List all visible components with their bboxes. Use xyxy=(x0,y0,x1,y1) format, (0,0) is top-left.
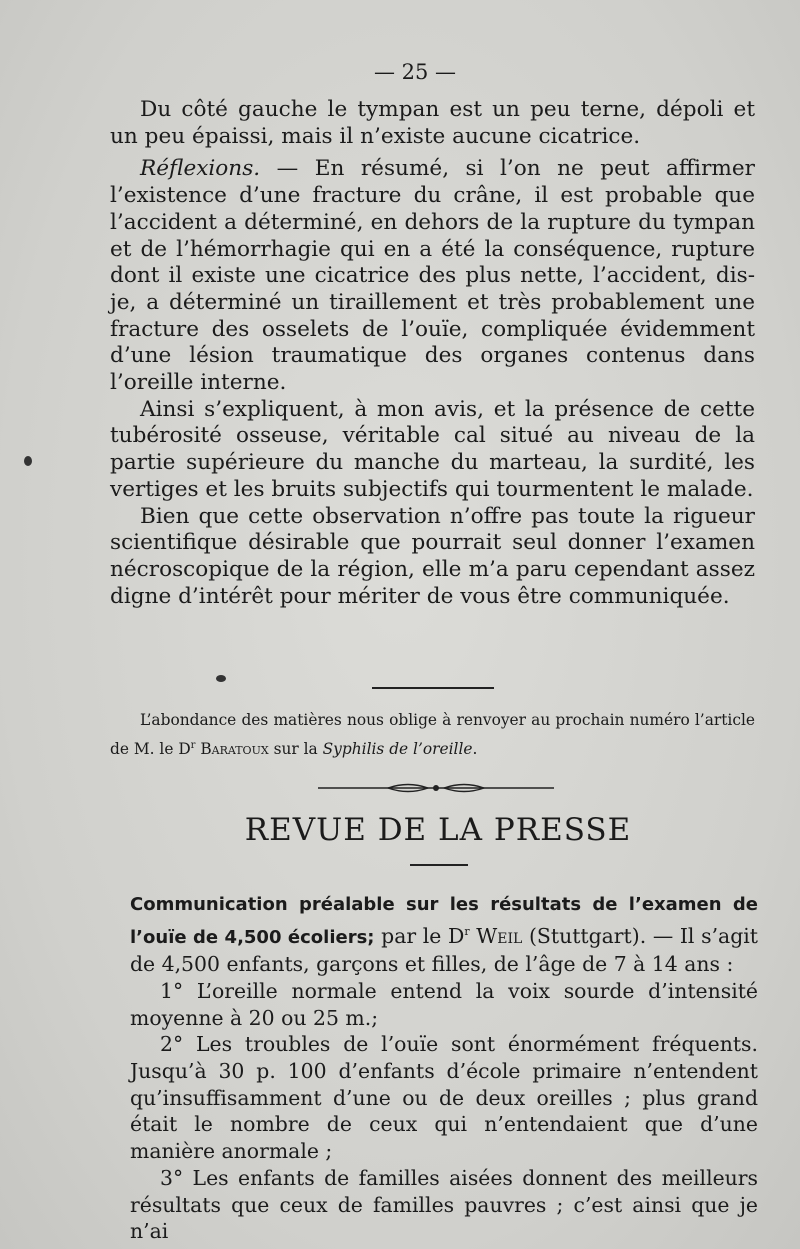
title-underline xyxy=(410,864,468,866)
divider-rule xyxy=(372,687,494,689)
press-sup: r xyxy=(464,924,470,938)
press-item-1: 1° L’oreille normale entend la voix sourde d’intensité moyenne à 20 ou 25 m.; xyxy=(130,978,758,1030)
note-title: Syphilis de l’oreille xyxy=(322,740,473,759)
note-pre: L’abondance des matières nous oblige à renvoyer au prochain numéro l’article de M. le D xyxy=(110,711,755,759)
paragraph-2-text: — En résumé, si l’on ne peut affirmer l’existence d’une fracture du crâne, il est probable que l’accident a déterminé, en dehors de la rupture du tympan et de l’hémorrhagie qui en a été la conséquence, rupture dont il existe une cicatrice des plus nette, l’accident, dis-je, a déterminé un tiraillement et très probablement une fracture des osselets de l’ouïe, compliquée évidemment d’une lésion traumatique des organes contenus dans l’oreille interne. xyxy=(110,156,755,396)
article-body xyxy=(110,97,755,610)
note-end: . xyxy=(472,740,478,759)
note-sup: r xyxy=(190,740,196,751)
reflexions-label: Réflexions. xyxy=(140,156,261,182)
ink-spot xyxy=(216,675,226,682)
press-review-body xyxy=(130,890,758,1245)
editorial-note xyxy=(110,708,755,762)
press-item-3: 3° Les enfants de familles aisées donnent des meilleurs résultats que ceux de familles pauvres ; c’est ainsi que je n’ai xyxy=(130,1165,758,1244)
paragraph-1: Du côté gauche le tympan est un peu terne, dépoli et un peu épaissi, mais il n’existe aucune cicatrice. xyxy=(110,97,755,149)
page-number: — 25 — xyxy=(373,60,457,84)
note-text xyxy=(110,708,755,762)
paragraph-3: Ainsi s’expliquent, à mon avis, et la présence de cette tubérosité osseuse, véritable cal situé au niveau de la partie supérieure du manche du marteau, la surdité, les vertiges et les bruits subjectifs qui tourmentent le malade. xyxy=(110,396,755,502)
paragraph-2 xyxy=(110,156,755,396)
press-heading: Communication préalable sur les résultats de l’examen de l’ouïe de 4,500 écoliers; xyxy=(130,894,758,948)
press-paragraph xyxy=(130,890,758,978)
section-title: REVUE DE LA PRESSE xyxy=(244,812,632,848)
ink-spot xyxy=(24,456,32,466)
press-by: par le D xyxy=(374,923,465,948)
press-location: (Stuttgart). — Il s’agit de 4,500 enfants, garçons et filles, de l’âge de 7 à 14 ans : xyxy=(130,923,758,977)
ornamental-flourish xyxy=(318,778,554,798)
press-author: Weil xyxy=(469,923,523,948)
paragraph-4: Bien que cette observation n’offre pas toute la rigueur scientifique désirable que pourrait seul donner l’examen nécroscopique de la région, elle m’a paru cependant assez digne d’intérêt pour mériter de vous être communiquée. xyxy=(110,503,755,609)
note-author: Baratoux xyxy=(195,740,269,759)
note-mid: sur la xyxy=(268,740,323,759)
press-item-2: 2° Les troubles de l’ouïe sont énormément fréquents. Jusqu’à 30 p. 100 d’enfants d’école primaire n’entendent qu’insuffisamment d’une ou de deux oreilles ; plus grand était le nombre de ceux qui n’entendaient que d’une manière anormale ; xyxy=(130,1032,758,1164)
